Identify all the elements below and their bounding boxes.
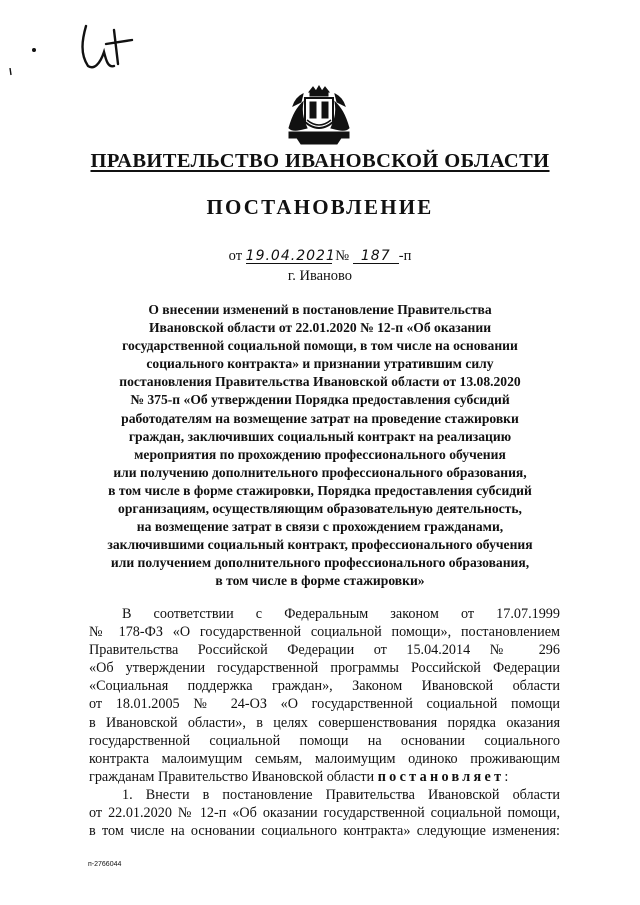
date-prefix: от (228, 248, 243, 264)
document-subject (82, 301, 558, 591)
body-line: «Об утверждении государственной программы Российской Федерации (89, 660, 560, 677)
subject-line: граждан, заключивших социальный контракт на реализацию (128, 428, 512, 444)
decree-text: гражданам Правительство Ивановской области (89, 768, 375, 785)
subject-line: в том числе в форме стажировки» (215, 573, 425, 589)
preamble-paragraph (89, 605, 560, 840)
number-sign: № (335, 248, 350, 264)
decree-line (89, 768, 560, 786)
subject-line: № 375-п «Об утверждении Порядка предоставления субсидий (130, 392, 510, 408)
coat-of-arms-icon (283, 84, 355, 146)
subject-line: мероприятия по прохождению профессионального обучения (134, 446, 506, 462)
subject-line: в том числе в форме стажировки, Порядка предоставления субсидий (108, 482, 532, 498)
subject-line: или получением дополнительного профессионального образования, (110, 555, 530, 571)
subject-line: на возмещение затрат в связи с прохождением гражданами, (136, 519, 504, 535)
subject-line: постановления Правительства Ивановской области от 13.08.2020 (119, 374, 521, 390)
city: г. Иваново (287, 268, 353, 284)
handwritten-mark-text: Ut (28, 78, 29, 79)
body-line: Правительства Российской Федерации от 15.04.2014 № 296 (89, 642, 560, 659)
decree-punct: : (504, 768, 509, 785)
subject-line: или получению дополнительного профессионального образования, (113, 464, 527, 480)
body-line: № 178-ФЗ «О государственной социальной помощи», постановлением (89, 624, 560, 641)
handwritten-mark (28, 20, 138, 80)
subject-line: социального контракта» и признании утратившим силу (146, 356, 494, 372)
subject-line: работодателям на возмещение затрат на проведение стажировки (121, 410, 519, 426)
subject-line: Ивановской области от 22.01.2020 № 12-п «Об оказании (148, 320, 492, 336)
scan-mark (8, 68, 14, 76)
document-code: п-2766044 (88, 861, 122, 868)
body-line: В соответствии с Федеральным законом от 17.07.1999 (122, 606, 560, 622)
body-line: от 18.01.2005 № 24-ОЗ «О государственной социальной помощи (89, 696, 560, 713)
document-type-title: ПОСТАНОВЛЕНИЕ (206, 195, 434, 219)
body-line: контракта малоимущим семьям, малоимущим одиноко проживающим (89, 750, 560, 767)
organization-title: ПРАВИТЕЛЬСТВО ИВАНОВСКОЙ ОБЛАСТИ (90, 150, 550, 172)
body-line: в Ивановской области», в целях совершенствования порядка оказания (89, 714, 560, 731)
subject-line: О внесении изменений в постановление Правительства (148, 302, 492, 317)
item-line: в том числе на основании социального контракта» следующие изменения: (89, 823, 560, 840)
document-number: 187 (353, 249, 399, 264)
decree-word: постановляет (377, 768, 505, 785)
number-suffix: -п (398, 248, 412, 264)
item-line: от 22.01.2020 № 12-п «Об оказании государственной социальной помощи, (89, 805, 560, 822)
date-number-line (0, 248, 640, 265)
body-line: государственной социальной помощи на основании социального (89, 732, 560, 749)
subject-line: заключившими социальный контракт, профессионального обучения (107, 537, 533, 553)
item-line: 1. Внести в постановление Правительства Ивановской области (122, 786, 560, 803)
subject-line: государственной социальной помощи, в том числе на основании (122, 338, 518, 354)
subject-line: организациям, осуществляющим образовательную деятельность, (118, 501, 522, 517)
document-date: 19.04.2021 (245, 248, 336, 264)
body-line: «Социальная поддержка граждан», Законом Ивановской области (89, 678, 560, 695)
